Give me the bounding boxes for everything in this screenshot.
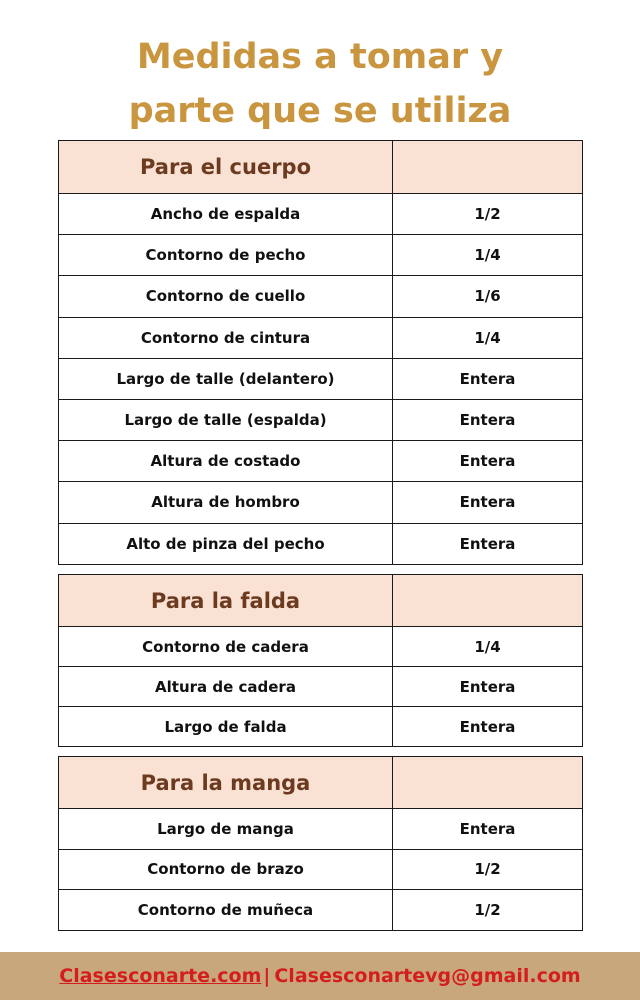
table-row [59, 317, 583, 358]
email-contact[interactable]: Clasesconartevg@gmail.com [274, 965, 581, 987]
medida-cell: Altura de costado [59, 441, 393, 482]
parte-cell: 1/2 [393, 194, 583, 235]
table-row [59, 482, 583, 523]
website-link[interactable]: Clasesconarte.com [59, 965, 262, 987]
parte-cell: 1/4 [393, 235, 583, 276]
medida-cell: Contorno de cintura [59, 317, 393, 358]
medida-cell: Contorno de pecho [59, 235, 393, 276]
page-title-line-1: Medidas a tomar y [136, 37, 504, 77]
table-cuerpo [58, 140, 583, 565]
table-manga [58, 756, 583, 931]
parte-cell: Entera [393, 667, 583, 707]
medida-cell: Largo de talle (espalda) [59, 399, 393, 440]
medida-cell: Alto de pinza del pecho [59, 523, 393, 564]
header-empty-cell [393, 757, 583, 809]
medida-cell: Altura de hombro [59, 482, 393, 523]
header-empty-cell [393, 575, 583, 627]
table-header-row [59, 575, 583, 627]
header-empty-cell [393, 141, 583, 194]
parte-cell: Entera [393, 482, 583, 523]
table-row [59, 523, 583, 564]
table-row [59, 194, 583, 235]
parte-cell: Entera [393, 809, 583, 850]
table-row [59, 358, 583, 399]
parte-cell: Entera [393, 358, 583, 399]
table-row [59, 399, 583, 440]
parte-cell: 1/2 [393, 890, 583, 931]
parte-cell: 1/4 [393, 627, 583, 667]
table-row [59, 627, 583, 667]
table-falda [58, 574, 583, 747]
parte-cell: 1/4 [393, 317, 583, 358]
table-row [59, 890, 583, 931]
table-header-row [59, 141, 583, 194]
table-header-row [59, 757, 583, 809]
footer-bar [0, 952, 640, 1000]
page-title-line-2: parte que se utiliza [128, 91, 512, 131]
table-row [59, 809, 583, 850]
table-row [59, 276, 583, 317]
medida-cell: Contorno de cadera [59, 627, 393, 667]
section-heading-cuerpo: Para el cuerpo [59, 141, 393, 194]
medida-cell: Contorno de cuello [59, 276, 393, 317]
parte-cell: Entera [393, 399, 583, 440]
medida-cell: Contorno de muñeca [59, 890, 393, 931]
footer-separator: | [263, 965, 271, 987]
parte-cell: Entera [393, 523, 583, 564]
section-heading-falda: Para la falda [59, 575, 393, 627]
medida-cell: Altura de cadera [59, 667, 393, 707]
table-row [59, 235, 583, 276]
medida-cell: Ancho de espalda [59, 194, 393, 235]
medida-cell: Largo de falda [59, 707, 393, 747]
parte-cell: 1/2 [393, 849, 583, 890]
medida-cell: Contorno de brazo [59, 849, 393, 890]
medida-cell: Largo de manga [59, 809, 393, 850]
table-row [59, 667, 583, 707]
medida-cell: Largo de talle (delantero) [59, 358, 393, 399]
parte-cell: Entera [393, 441, 583, 482]
parte-cell: Entera [393, 707, 583, 747]
page-title [0, 30, 640, 138]
section-heading-manga: Para la manga [59, 757, 393, 809]
table-row [59, 441, 583, 482]
table-row [59, 849, 583, 890]
parte-cell: 1/6 [393, 276, 583, 317]
table-row [59, 707, 583, 747]
